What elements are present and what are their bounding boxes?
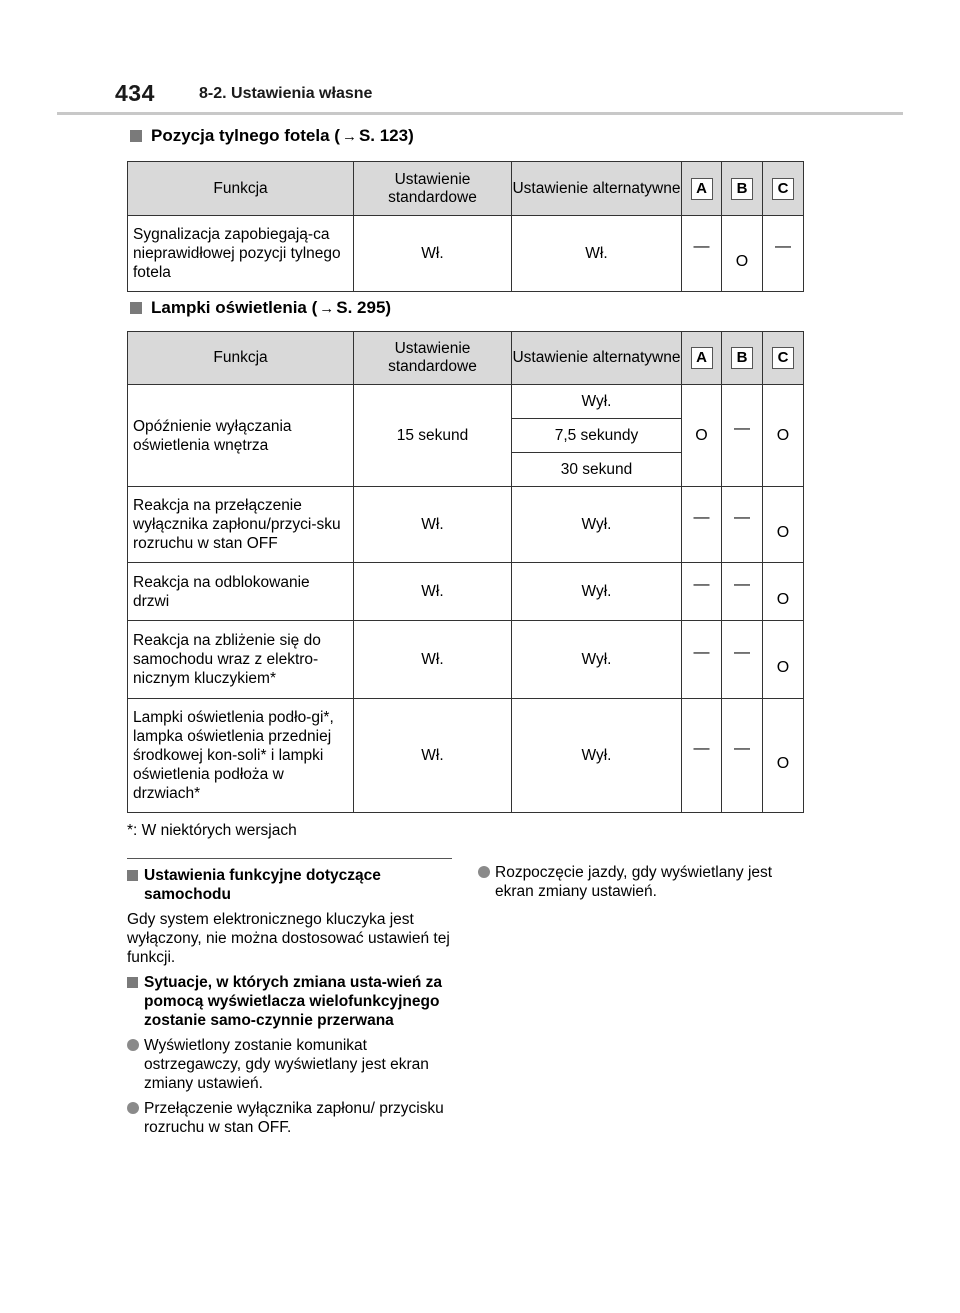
alternative-cell: Wył.: [512, 699, 682, 813]
table-header-row: [128, 332, 804, 385]
header-divider: [57, 112, 903, 115]
mark-c: —: [763, 216, 804, 292]
square-bullet-icon: [127, 977, 138, 988]
mark-c: O: [763, 487, 804, 563]
table-row: [128, 487, 804, 563]
left-column: [127, 866, 457, 1143]
function-cell: Reakcja na zbliżenie się do samochodu wraz z elektro-nicznym kluczykiem*: [128, 621, 354, 699]
alternative-cell: Wył.: [512, 563, 682, 621]
table-row: [128, 563, 804, 621]
arrow-icon: →: [319, 299, 335, 317]
subheading: [127, 973, 457, 1030]
page-number: 434: [115, 80, 155, 106]
alternative-cell: 7,5 sekundy: [512, 419, 682, 453]
function-cell: Reakcja na odblokowanie drzwi: [128, 563, 354, 621]
section-heading-rear-seat: [130, 126, 414, 146]
default-cell: Wł.: [354, 216, 512, 292]
paragraph: Gdy system elektronicznego kluczyka jest wyłączony, nie można dostosować ustawień tej funkcji.: [127, 911, 450, 966]
column-header-alternative: Ustawienie alternatywne: [512, 162, 682, 216]
page-reference: S. 295): [336, 298, 392, 317]
table-row: [128, 216, 804, 292]
mark-a: —: [682, 563, 722, 621]
mark-c: O: [763, 699, 804, 813]
column-header-a: [682, 162, 722, 216]
mark-a: —: [682, 699, 722, 813]
mark-b: O: [722, 216, 763, 292]
mark-b: —: [722, 385, 763, 487]
list-item: [478, 863, 808, 901]
mark-b: —: [722, 699, 763, 813]
mark-c: O: [763, 621, 804, 699]
lights-settings-table: [127, 331, 804, 813]
square-bullet-icon: [130, 302, 142, 314]
right-column: [478, 863, 808, 907]
alternative-cell: Wł.: [512, 216, 682, 292]
mark-a: —: [682, 216, 722, 292]
column-header-function: Funkcja: [128, 162, 354, 216]
subheading: [127, 866, 457, 904]
list-item: [127, 1099, 457, 1137]
badge-a: A: [691, 347, 713, 369]
subheading-text: Sytuacje, w których zmiana usta-wień za pomocą wyświetlacza wielofunkcyjnego zostanie samo-czynnie przerwana: [144, 974, 443, 1029]
alternative-cell: Wył.: [512, 621, 682, 699]
column-header-c: [763, 332, 804, 385]
arrow-icon: →: [341, 127, 357, 145]
mark-c: O: [763, 563, 804, 621]
default-cell: Wł.: [354, 487, 512, 563]
column-header-a: [682, 332, 722, 385]
column-divider: [127, 858, 452, 859]
alternative-cell: 30 sekund: [512, 453, 682, 487]
column-header-function: Funkcja: [128, 332, 354, 385]
section-title: Pozycja tylnego fotela (: [151, 126, 340, 145]
column-header-default: Ustawienie standardowe: [354, 332, 512, 385]
column-header-alternative: Ustawienie alternatywne: [512, 332, 682, 385]
alternative-cell: Wył.: [512, 487, 682, 563]
mark-b: —: [722, 563, 763, 621]
column-header-c: [763, 162, 804, 216]
list-item-text: Przełączenie wyłącznika zapłonu/ przycisku rozruchu w stan OFF.: [144, 1100, 444, 1136]
circle-bullet-icon: [127, 1102, 139, 1114]
mark-b: —: [722, 487, 763, 563]
circle-bullet-icon: [478, 866, 490, 878]
function-cell: Lampki oświetlenia podło-gi*, lampka oświetlenia przedniej środkowej kon-soli* i lampki oświetlenia podłoża w drzwiach*: [128, 699, 354, 813]
list-item-text: Wyświetlony zostanie komunikat ostrzegawczy, gdy wyświetlany jest ekran zmiany ustawień.: [144, 1037, 429, 1092]
table-row: [128, 699, 804, 813]
column-header-b: [722, 162, 763, 216]
mark-a: —: [682, 487, 722, 563]
mark-a: —: [682, 621, 722, 699]
default-cell: Wł.: [354, 699, 512, 813]
mark-a: O: [682, 385, 722, 487]
default-cell: 15 sekund: [354, 385, 512, 487]
square-bullet-icon: [130, 130, 142, 142]
rear-seat-settings-table: [127, 161, 804, 292]
table-row: [128, 385, 804, 419]
function-cell: Reakcja na przełączenie wyłącznika zapłonu/przyci-sku rozruchu w stan OFF: [128, 487, 354, 563]
footnote: *: W niektórych wersjach: [127, 822, 297, 839]
chapter-title: 8-2. Ustawienia własne: [199, 85, 373, 102]
page-reference: S. 123): [358, 126, 414, 145]
badge-a: A: [691, 178, 713, 200]
mark-c: O: [763, 385, 804, 487]
section-heading-lights: [130, 298, 391, 318]
square-bullet-icon: [127, 870, 138, 881]
table-row: [128, 621, 804, 699]
function-cell: Sygnalizacja zapobiegają-ca nieprawidłowej pozycji tylnego fotela: [128, 216, 354, 292]
section-title: Lampki oświetlenia (: [151, 298, 318, 317]
badge-c: C: [772, 347, 794, 369]
default-cell: Wł.: [354, 621, 512, 699]
mark-b: —: [722, 621, 763, 699]
list-item: [127, 1036, 457, 1093]
badge-b: B: [731, 178, 753, 200]
table-header-row: [128, 162, 804, 216]
column-header-b: [722, 332, 763, 385]
badge-c: C: [772, 178, 794, 200]
column-header-default: Ustawienie standardowe: [354, 162, 512, 216]
alternative-cell: Wył.: [512, 385, 682, 419]
function-cell: Opóźnienie wyłączania oświetlenia wnętrza: [128, 385, 354, 487]
list-item-text: Rozpoczęcie jazdy, gdy wyświetlany jest ekran zmiany ustawień.: [495, 864, 773, 900]
circle-bullet-icon: [127, 1039, 139, 1051]
default-cell: Wł.: [354, 563, 512, 621]
badge-b: B: [731, 347, 753, 369]
subheading-text: Ustawienia funkcyjne dotyczące samochodu: [144, 867, 381, 903]
